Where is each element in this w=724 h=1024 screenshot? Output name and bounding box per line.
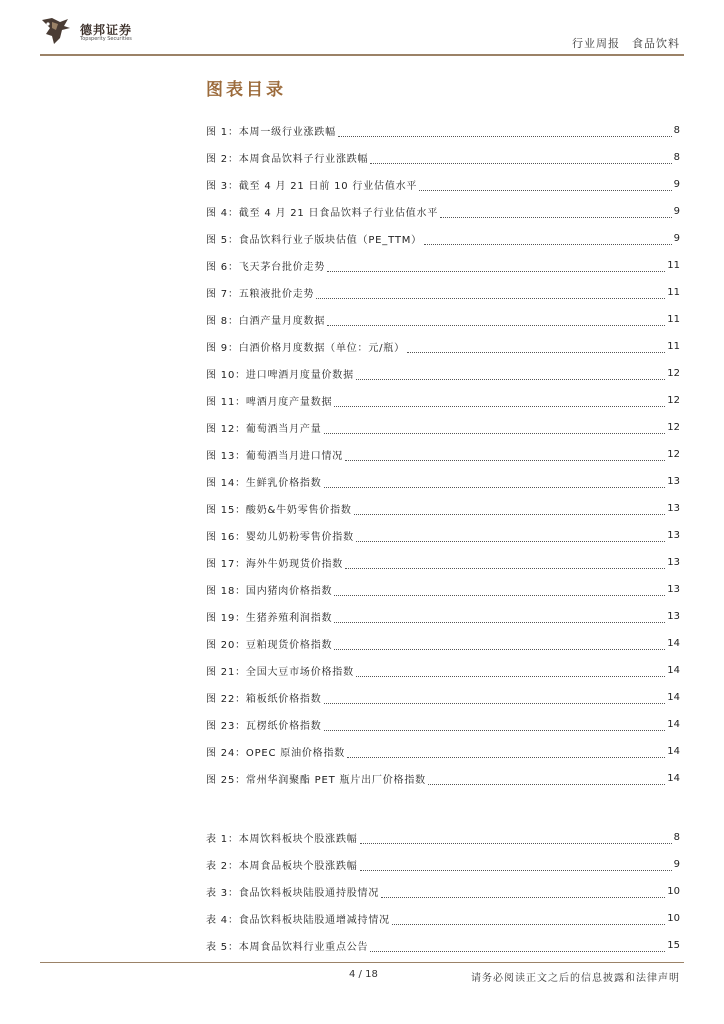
dot-leader: [370, 156, 671, 164]
toc-entry-page[interactable]: 14: [667, 638, 680, 649]
toc-entry-label[interactable]: 图 16：婴幼儿奶粉零售价指数: [206, 532, 354, 543]
dot-leader: [354, 507, 666, 515]
figure-toc-row[interactable]: [206, 603, 680, 630]
toc-entry-page[interactable]: 14: [667, 719, 680, 730]
figure-toc-row[interactable]: [206, 279, 680, 306]
toc-entry-label[interactable]: 表 4：食品饮料板块陆股通增减持情况: [206, 915, 390, 926]
toc-entry-page[interactable]: 11: [667, 314, 680, 325]
toc-entry-label[interactable]: 表 5：本周食品饮料行业重点公告: [206, 942, 369, 953]
toc-entry-label[interactable]: 图 24：OPEC 原油价格指数: [206, 748, 346, 759]
toc-entry-page[interactable]: 13: [667, 584, 680, 595]
figure-toc-row[interactable]: [206, 630, 680, 657]
toc-entry-page[interactable]: 15: [667, 940, 680, 951]
figure-toc-row[interactable]: [206, 117, 680, 144]
toc-entry-label[interactable]: 图 13：葡萄酒当月进口情况: [206, 451, 344, 462]
dot-leader: [324, 426, 666, 434]
figure-toc-row[interactable]: [206, 225, 680, 252]
dot-leader: [338, 129, 672, 137]
toc-entry-label[interactable]: 图 17：海外牛奶现货价指数: [206, 559, 344, 570]
table-toc-row[interactable]: [206, 878, 680, 905]
table-toc-row[interactable]: [206, 932, 680, 959]
toc-entry-page[interactable]: 11: [667, 287, 680, 298]
toc-entry-label[interactable]: 图 2：本周食品饮料子行业涨跌幅: [206, 154, 369, 165]
figure-toc-row[interactable]: [206, 657, 680, 684]
header-divider: [40, 54, 684, 56]
toc-entry-page[interactable]: 11: [667, 260, 680, 271]
dot-leader: [407, 345, 665, 353]
table-list: [206, 824, 680, 959]
toc-entry-label[interactable]: 表 2：本周食品板块个股涨跌幅: [206, 861, 358, 872]
dot-leader: [334, 588, 665, 596]
toc-entry-page[interactable]: 14: [667, 665, 680, 676]
toc-entry-page[interactable]: 12: [667, 395, 680, 406]
toc-entry-page[interactable]: 14: [667, 773, 680, 784]
dot-leader: [334, 615, 665, 623]
dot-leader: [356, 372, 665, 380]
toc-entry-label[interactable]: 图 21：全国大豆市场价格指数: [206, 667, 354, 678]
brand-name-en: Topsperity Securities: [80, 36, 132, 42]
report-type: 行业周报: [572, 37, 620, 50]
brand-mark-icon: [40, 16, 74, 46]
figure-toc-row[interactable]: [206, 684, 680, 711]
toc-entry-label[interactable]: 图 19：生猪养殖利润指数: [206, 613, 333, 624]
dot-leader: [381, 890, 665, 898]
figure-toc-row[interactable]: [206, 468, 680, 495]
toc-entry-page[interactable]: 13: [667, 611, 680, 622]
toc-entry-page[interactable]: 9: [673, 179, 680, 190]
dot-leader: [360, 836, 672, 844]
toc-entry-label[interactable]: 图 10：进口啤酒月度量价数据: [206, 370, 354, 381]
toc-entry-page[interactable]: 12: [667, 449, 680, 460]
dot-leader: [419, 183, 671, 191]
toc-entry-page[interactable]: 11: [667, 341, 680, 352]
dot-leader: [327, 318, 665, 326]
toc-entry-page[interactable]: 12: [667, 422, 680, 433]
toc-entry-label[interactable]: 图 23：瓦楞纸价格指数: [206, 721, 322, 732]
dot-leader: [327, 264, 665, 272]
figure-toc-row[interactable]: [206, 738, 680, 765]
toc-entry-label[interactable]: 图 7：五粮液批价走势: [206, 289, 315, 300]
dot-leader: [316, 291, 665, 299]
toc-entry-label[interactable]: 图 12：葡萄酒当月产量: [206, 424, 322, 435]
toc-entry-page[interactable]: 9: [673, 859, 680, 870]
table-toc-row[interactable]: [206, 851, 680, 878]
toc-entry-label[interactable]: 图 3：截至 4 月 21 日前 10 行业估值水平: [206, 181, 418, 192]
dot-leader: [334, 399, 665, 407]
page-number: 4 / 18: [349, 969, 378, 980]
toc-entry-label[interactable]: 图 11：啤酒月度产量数据: [206, 397, 333, 408]
dot-leader: [334, 642, 665, 650]
toc-entry-page[interactable]: 14: [667, 746, 680, 757]
brand-logo: [40, 14, 200, 48]
footer-disclaimer: 请务必阅读正文之后的信息披露和法律声明: [471, 973, 680, 984]
toc-entry-page[interactable]: 8: [673, 832, 680, 843]
figure-toc-row[interactable]: [206, 144, 680, 171]
figure-toc-row[interactable]: [206, 171, 680, 198]
dot-leader: [360, 863, 672, 871]
dot-leader: [324, 696, 666, 704]
toc-entry-label[interactable]: 图 8：白酒产量月度数据: [206, 316, 326, 327]
footer-divider: [40, 962, 684, 963]
toc-entry-label[interactable]: 图 20：豆粕现货价格指数: [206, 640, 333, 651]
figure-toc-row[interactable]: [206, 522, 680, 549]
figure-toc-row[interactable]: [206, 387, 680, 414]
toc-entry-label[interactable]: 表 1：本周饮料板块个股涨跌幅: [206, 834, 358, 845]
table-toc-row[interactable]: [206, 824, 680, 851]
toc-entry-page[interactable]: 13: [667, 530, 680, 541]
toc-title: 图表目录: [206, 80, 286, 100]
dot-leader: [424, 237, 672, 245]
toc-entry-label[interactable]: 图 22：箱板纸价格指数: [206, 694, 322, 705]
toc-entry-label[interactable]: 图 5：食品饮料行业子版块估值（PE_TTM）: [206, 235, 422, 246]
figure-toc-row[interactable]: [206, 765, 680, 792]
dot-leader: [345, 561, 665, 569]
figure-toc-row[interactable]: [206, 711, 680, 738]
toc-entry-page[interactable]: 12: [667, 368, 680, 379]
toc-entry-page[interactable]: 13: [667, 476, 680, 487]
figure-toc-row[interactable]: [206, 198, 680, 225]
dot-leader: [356, 534, 665, 542]
toc-entry-label[interactable]: 图 4：截至 4 月 21 日食品饮料子行业估值水平: [206, 208, 439, 219]
toc-entry-label[interactable]: 图 6：飞天茅台批价走势: [206, 262, 326, 273]
toc-entry-page[interactable]: 8: [673, 125, 680, 136]
figure-toc-row[interactable]: [206, 495, 680, 522]
toc-entry-page[interactable]: 10: [667, 886, 680, 897]
table-toc-row[interactable]: [206, 905, 680, 932]
figure-toc-row[interactable]: [206, 333, 680, 360]
figure-toc-row[interactable]: [206, 306, 680, 333]
dot-leader: [428, 777, 665, 785]
page-header: [40, 14, 684, 56]
brand-name-cn: 德邦证券: [80, 23, 133, 37]
toc-entry-label[interactable]: 图 25：常州华润聚酯 PET 瓶片出厂价格指数: [206, 775, 426, 786]
sector-name: 食品饮料: [632, 37, 680, 50]
figure-toc-row[interactable]: [206, 252, 680, 279]
figure-toc-row[interactable]: [206, 576, 680, 603]
figure-toc-row[interactable]: [206, 360, 680, 387]
figure-toc-row[interactable]: [206, 414, 680, 441]
toc-entry-page[interactable]: 9: [673, 233, 680, 244]
toc-entry-page[interactable]: 13: [667, 557, 680, 568]
figure-toc-row[interactable]: [206, 441, 680, 468]
header-tags: [572, 35, 680, 51]
dot-leader: [356, 669, 665, 677]
toc-entry-page[interactable]: 8: [673, 152, 680, 163]
dot-leader: [347, 750, 665, 758]
toc-entry-label[interactable]: 图 18：国内猪肉价格指数: [206, 586, 333, 597]
figure-toc-row[interactable]: [206, 549, 680, 576]
toc-entry-label[interactable]: 图 14：生鲜乳价格指数: [206, 478, 322, 489]
toc-entry-page[interactable]: 10: [667, 913, 680, 924]
dot-leader: [324, 723, 666, 731]
dot-leader: [440, 210, 671, 218]
toc-entry-label[interactable]: 图 1：本周一级行业涨跌幅: [206, 127, 336, 138]
toc-entry-label[interactable]: 表 3：食品饮料板块陆股通持股情况: [206, 888, 380, 899]
toc-entry-page[interactable]: 13: [667, 503, 680, 514]
toc-entry-label[interactable]: 图 9：白酒价格月度数据（单位：元/瓶）: [206, 343, 405, 354]
dot-leader: [345, 453, 665, 461]
dot-leader: [392, 917, 665, 925]
dot-leader: [324, 480, 666, 488]
toc-entry-label[interactable]: 图 15：酸奶&牛奶零售价指数: [206, 505, 352, 516]
toc-entry-page[interactable]: 14: [667, 692, 680, 703]
toc-entry-page[interactable]: 9: [673, 206, 680, 217]
dot-leader: [370, 944, 665, 952]
figure-list: [206, 117, 680, 792]
